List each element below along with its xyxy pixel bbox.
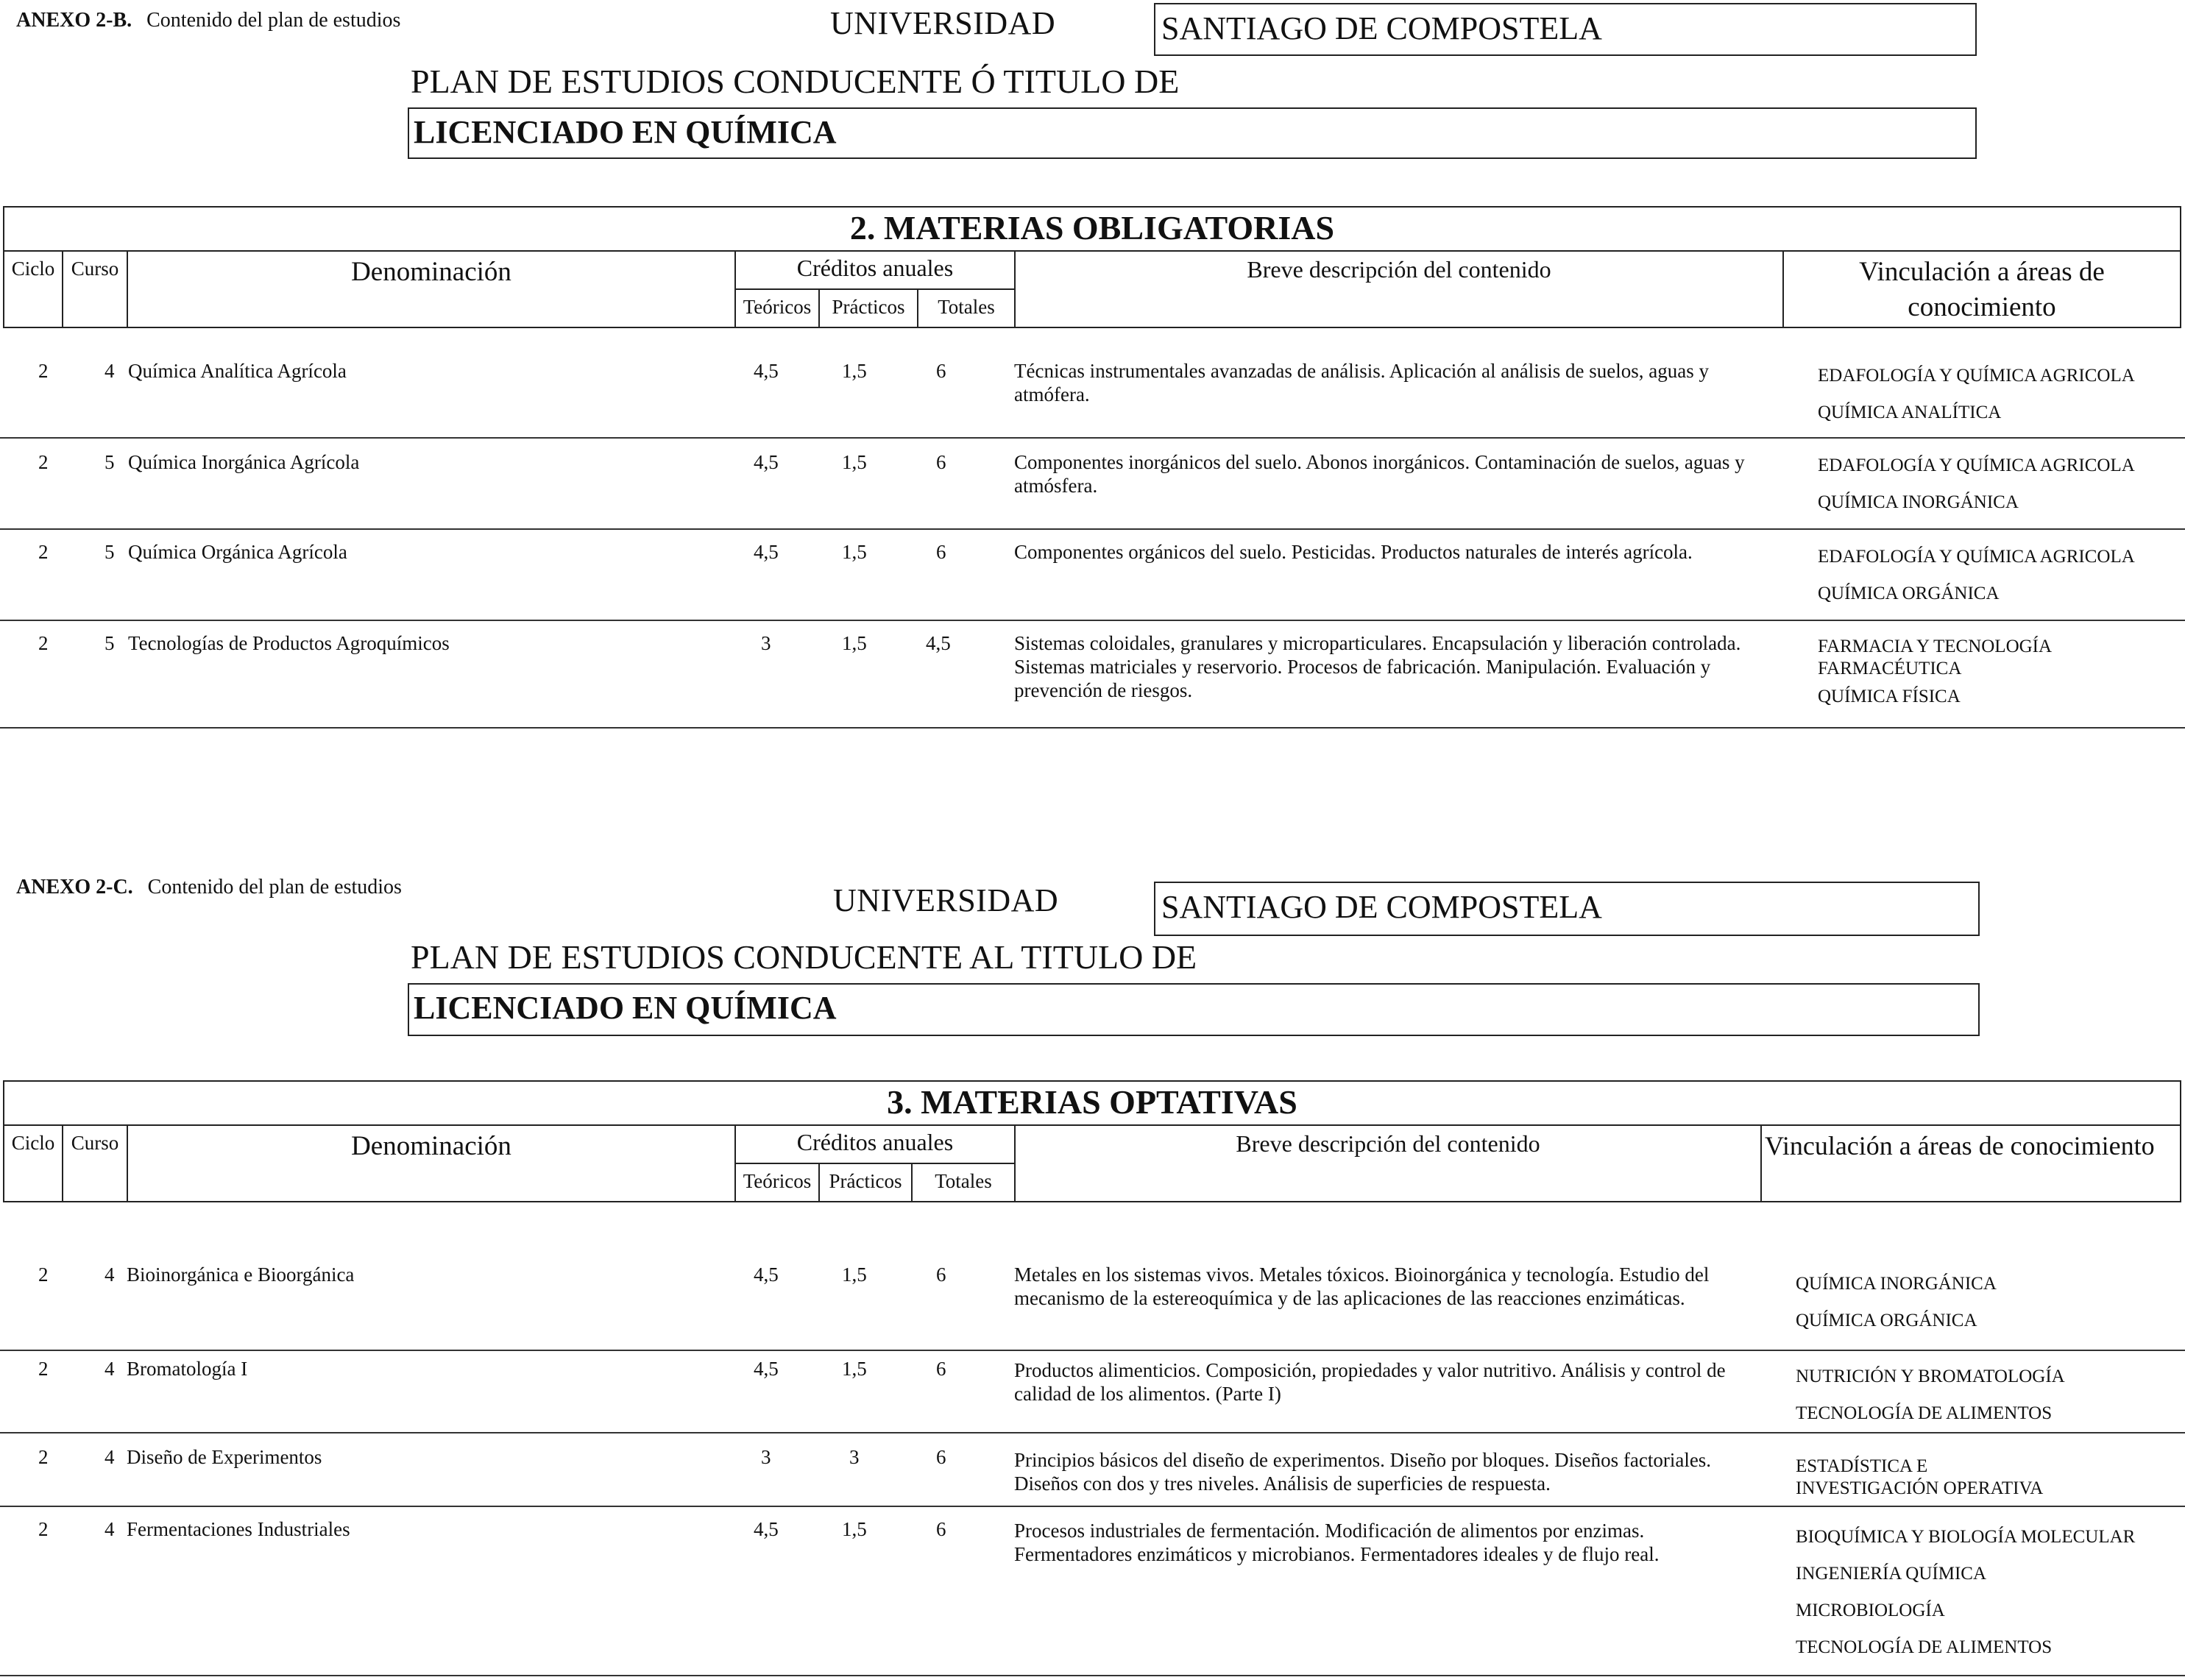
cell-totales: 6 [936, 1358, 946, 1380]
cell-curso: 4 [105, 1263, 115, 1286]
cell-practicos: 1,5 [842, 632, 867, 654]
cell-totales: 6 [936, 541, 946, 563]
titulo-value: LICENCIADO EN QUÍMICA [408, 107, 1977, 159]
cell-ciclo: 2 [38, 360, 49, 382]
cell-teoricos: 4,5 [754, 360, 779, 382]
cell-denominacion: Bioinorgánica e Bioorgánica [127, 1263, 355, 1286]
anexo-heading [16, 876, 402, 899]
cell-teoricos: 4,5 [754, 1358, 779, 1380]
anexo-heading [16, 9, 400, 32]
header-totales: Totales [913, 1164, 1016, 1201]
cell-ciclo: 2 [38, 1518, 49, 1540]
cell-areas [1796, 1273, 2164, 1347]
cell-teoricos: 3 [761, 632, 771, 654]
cell-practicos: 1,5 [842, 1518, 867, 1540]
universidad-label: UNIVERSIDAD [833, 882, 1059, 918]
anexo-label: ANEXO 2-C. [16, 876, 133, 899]
cell-denominacion: Química Analítica Agrícola [128, 360, 347, 382]
header-vinculacion: Vinculación a áreas de conocimiento [1765, 1131, 2155, 1160]
cell-practicos: 1,5 [842, 1358, 867, 1380]
cell-curso: 4 [105, 1358, 115, 1380]
area-item: BIOQUÍMICA Y BIOLOGÍA MOLECULAR [1796, 1527, 2136, 1547]
cell-teoricos: 3 [761, 1446, 771, 1468]
table-row [0, 328, 2185, 439]
header-ciclo: Ciclo [4, 252, 63, 327]
cell-ciclo: 2 [38, 632, 49, 654]
cell-practicos: 1,5 [842, 360, 867, 382]
header-practicos: Prácticos [820, 1164, 913, 1201]
table-row [0, 1507, 2185, 1676]
cell-denominacion: Química Orgánica Agrícola [128, 541, 347, 563]
universidad-value: SANTIAGO DE COMPOSTELA [1154, 882, 1980, 936]
titulo-value: LICENCIADO EN QUÍMICA [408, 983, 1980, 1036]
area-item: FARMACIA Y TECNOLOGÍA FARMACÉUTICA [1818, 637, 2051, 678]
cell-totales: 6 [936, 451, 946, 473]
universidad-value: SANTIAGO DE COMPOSTELA [1154, 3, 1977, 56]
header-curso: Curso [63, 1126, 128, 1201]
header-teoricos: Teóricos [736, 1164, 820, 1201]
area-item: TECNOLOGÍA DE ALIMENTOS [1796, 1403, 2053, 1423]
area-item: EDAFOLOGÍA Y QUÍMICA AGRICOLA [1818, 366, 2135, 386]
cell-teoricos: 4,5 [754, 1263, 779, 1286]
header-practicos: Prácticos [820, 290, 918, 327]
cell-practicos: 1,5 [842, 451, 867, 473]
cell-practicos: 1,5 [842, 1263, 867, 1286]
table-row [0, 439, 2185, 530]
cell-areas [1818, 636, 2061, 723]
header-descripcion: Breve descripción del contenido [1016, 1126, 1762, 1201]
table-row [0, 1202, 2185, 1351]
area-item: QUÍMICA FÍSICA [1818, 687, 1961, 706]
header-vinculacion-line2: conocimiento [1908, 292, 2056, 322]
cell-areas [1818, 455, 2171, 528]
header-ciclo: Ciclo [4, 1126, 63, 1201]
plan-label: PLAN DE ESTUDIOS CONDUCENTE Ó TITULO DE [411, 63, 1180, 100]
cell-areas [1818, 546, 2171, 620]
header-creditos: Créditos anuales [736, 252, 1016, 290]
header-teoricos: Teóricos [736, 290, 820, 327]
area-item: INGENIERÍA QUÍMICA [1796, 1564, 1986, 1584]
cell-areas [1818, 365, 2171, 439]
area-item: EDAFOLOGÍA Y QUÍMICA AGRICOLA [1818, 547, 2135, 567]
cell-descripcion: Componentes orgánicos del suelo. Pesticidas. Productos naturales de interés agrícola. [1014, 541, 1693, 563]
cell-totales: 6 [936, 1446, 946, 1468]
area-item: TECNOLOGÍA DE ALIMENTOS [1796, 1637, 2053, 1657]
header-vinculacion [1784, 252, 2180, 327]
cell-areas [1796, 1366, 2164, 1439]
cell-descripcion: Sistemas coloidales, granulares y microparticulares. Encapsulación y liberación controlada. Sistemas matriciales y reservorio. Procesos de fabricación. Manipulación. Evaluación y prevención de riesgos. [1014, 632, 1741, 701]
cell-totales: 6 [936, 1263, 946, 1286]
cell-curso: 5 [105, 632, 115, 654]
plan-label: PLAN DE ESTUDIOS CONDUCENTE AL TITULO DE [411, 938, 1197, 976]
cell-practicos: 1,5 [842, 541, 867, 563]
cell-denominacion: Química Inorgánica Agrícola [128, 451, 360, 473]
cell-practicos: 3 [849, 1446, 860, 1468]
header-denominacion: Denominación [128, 1126, 736, 1201]
header-totales: Totales [918, 290, 1016, 327]
area-item: QUÍMICA INORGÁNICA [1818, 492, 2019, 512]
cell-areas [1796, 1456, 2046, 1514]
cell-teoricos: 4,5 [754, 451, 779, 473]
cell-descripcion: Principios básicos del diseño de experimentos. Diseño por bloques. Diseños factoriales. Diseños con dos y tres niveles. Análisis de superficies de respuesta. [1014, 1449, 1712, 1495]
area-item: QUÍMICA ANALÍTICA [1818, 403, 2002, 422]
universidad-label: UNIVERSIDAD [830, 5, 1056, 41]
area-item: MICROBIOLOGÍA [1796, 1601, 1945, 1620]
cell-ciclo: 2 [38, 1263, 49, 1286]
cell-curso: 5 [105, 541, 115, 563]
header-creditos: Créditos anuales [736, 1126, 1016, 1164]
anexo-text: Contenido del plan de estudios [146, 9, 401, 32]
cell-ciclo: 2 [38, 541, 49, 563]
cell-totales: 6 [936, 1518, 946, 1540]
area-item: ESTADÍSTICA E INVESTIGACIÓN OPERATIVA [1796, 1456, 2044, 1498]
area-item: QUÍMICA INORGÁNICA [1796, 1274, 1997, 1294]
cell-descripcion: Productos alimenticios. Composición, propiedades y valor nutritivo. Análisis y control de calidad de los alimentos. (Parte I) [1014, 1359, 1726, 1405]
cell-denominacion: Tecnologías de Productos Agroquímicos [128, 632, 450, 654]
area-item: EDAFOLOGÍA Y QUÍMICA AGRICOLA [1818, 456, 2135, 475]
header-vinculacion-line1: Vinculación a áreas de [1859, 257, 2105, 287]
cell-ciclo: 2 [38, 1446, 49, 1468]
cell-totales: 6 [936, 360, 946, 382]
cell-curso: 4 [105, 1446, 115, 1468]
table-title: 3. MATERIAS OPTATIVAS [3, 1080, 2181, 1126]
area-item: QUÍMICA ORGÁNICA [1818, 584, 2000, 603]
cell-denominacion: Fermentaciones Industriales [127, 1518, 350, 1540]
table-title: 2. MATERIAS OBLIGATORIAS [3, 206, 2181, 252]
table-row [0, 1433, 2185, 1507]
table-header [3, 1124, 2181, 1202]
cell-teoricos: 4,5 [754, 1518, 779, 1540]
cell-ciclo: 2 [38, 451, 49, 473]
cell-totales: 4,5 [926, 632, 951, 654]
cell-descripcion: Metales en los sistemas vivos. Metales tóxicos. Bioinorgánica y tecnología. Estudio del mecanismo de la estereoquímica y de las aplicaciones de las reacciones enzimáticas. [1014, 1263, 1710, 1309]
cell-denominacion: Bromatología I [127, 1358, 248, 1380]
cell-descripcion: Procesos industriales de fermentación. Modificación de alimentos por enzimas. Fermentadores enzimáticos y microbianos. Fermentadores ideales y de flujo real. [1014, 1520, 1660, 1565]
area-item: NUTRICIÓN Y BROMATOLOGÍA [1796, 1367, 2065, 1386]
cell-descripcion: Técnicas instrumentales avanzadas de análisis. Aplicación al análisis de suelos, aguas y atmófera. [1014, 360, 1709, 405]
cell-curso: 5 [105, 451, 115, 473]
anexo-text: Contenido del plan de estudios [147, 876, 402, 899]
area-item: QUÍMICA ORGÁNICA [1796, 1311, 1977, 1330]
header-descripcion: Breve descripción del contenido [1016, 252, 1784, 327]
table-row [0, 621, 2185, 729]
header-curso: Curso [63, 252, 128, 327]
cell-descripcion: Componentes inorgánicos del suelo. Abonos inorgánicos. Contaminación de suelos, aguas y atmósfera. [1014, 451, 1745, 497]
cell-areas [1796, 1526, 2178, 1673]
cell-ciclo: 2 [38, 1358, 49, 1380]
table-row [0, 530, 2185, 621]
table-header [3, 250, 2181, 328]
cell-curso: 4 [105, 360, 115, 382]
table-row [0, 1351, 2185, 1433]
cell-denominacion: Diseño de Experimentos [127, 1446, 322, 1468]
anexo-label: ANEXO 2-B. [16, 9, 132, 32]
cell-teoricos: 4,5 [754, 541, 779, 563]
cell-curso: 4 [105, 1518, 115, 1540]
header-denominacion: Denominación [128, 252, 736, 327]
